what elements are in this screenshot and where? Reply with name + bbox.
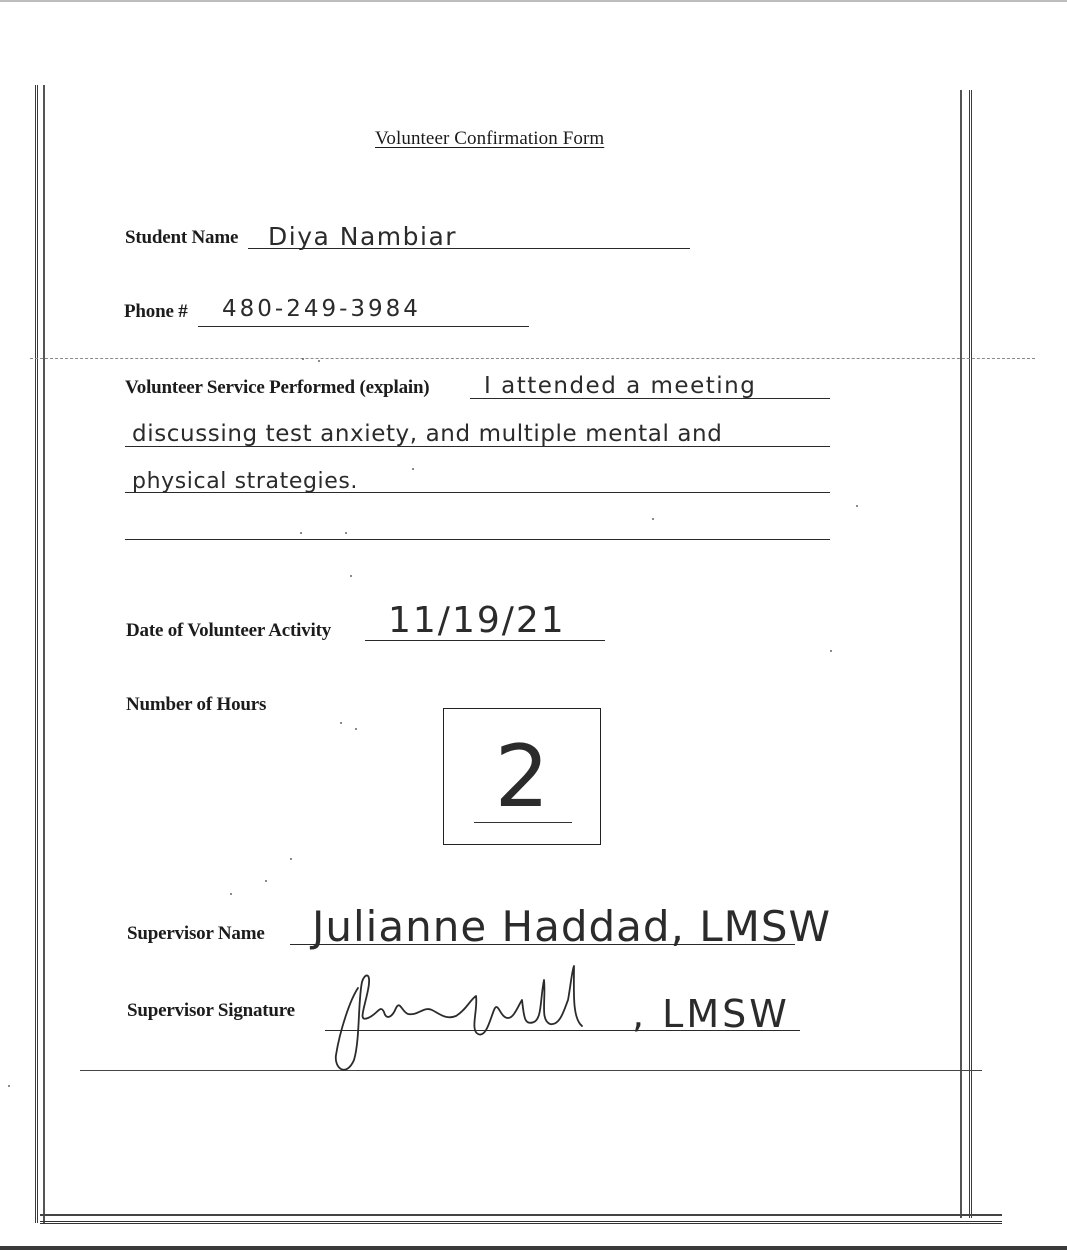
date-label: Date of Volunteer Activity <box>126 620 332 641</box>
service-rule-4 <box>125 539 830 540</box>
scan-speck <box>856 505 858 507</box>
student-name-value: Diya Nambiar <box>268 222 458 251</box>
service-line-2: discussing test anxiety, and multiple mental and <box>132 421 723 447</box>
scan-speck <box>412 468 414 470</box>
scan-speck <box>8 1085 10 1087</box>
service-line-1: I attended a meeting <box>484 373 757 399</box>
signature-suffix: , LMSW <box>632 992 790 1036</box>
scan-speck <box>300 532 302 534</box>
hours-rule <box>474 822 572 823</box>
hours-box <box>443 708 601 845</box>
phone-rule <box>198 326 529 327</box>
supervisor-signature <box>328 960 658 1080</box>
scan-speck <box>830 650 832 652</box>
page-border-right <box>960 90 972 1218</box>
scan-speck <box>290 858 292 860</box>
scan-speck <box>302 358 304 360</box>
service-line-3: physical strategies. <box>132 469 359 494</box>
scan-speck <box>265 880 267 882</box>
scan-edge-top <box>0 0 1067 2</box>
phone-value: 480-249-3984 <box>222 296 421 322</box>
scan-speck <box>652 518 654 520</box>
supervisor-name-value: Julianne Haddad, LMSW <box>312 902 832 951</box>
scan-speck <box>340 722 342 724</box>
date-value: 11/19/21 <box>388 600 566 641</box>
scan-speck <box>230 893 232 895</box>
hours-value: 2 <box>494 727 550 827</box>
signature-scribble <box>328 960 658 1080</box>
page-border-left <box>35 85 45 1223</box>
page-border-bottom <box>40 1214 1002 1224</box>
hours-label: Number of Hours <box>126 694 267 715</box>
supervisor-name-label: Supervisor Name <box>127 923 265 944</box>
form-title: Volunteer Confirmation Form <box>375 128 605 149</box>
scan-speck <box>350 575 352 577</box>
scan-speck <box>355 728 357 730</box>
service-label: Volunteer Service Performed (explain) <box>125 377 430 398</box>
scan-speck <box>345 532 347 534</box>
scan-speck <box>318 360 320 362</box>
supervisor-signature-label: Supervisor Signature <box>127 1000 295 1021</box>
student-name-label: Student Name <box>125 227 239 248</box>
phone-label: Phone # <box>124 301 188 322</box>
scan-fold-line <box>30 358 1035 359</box>
scan-edge-bottom <box>0 1246 1067 1250</box>
